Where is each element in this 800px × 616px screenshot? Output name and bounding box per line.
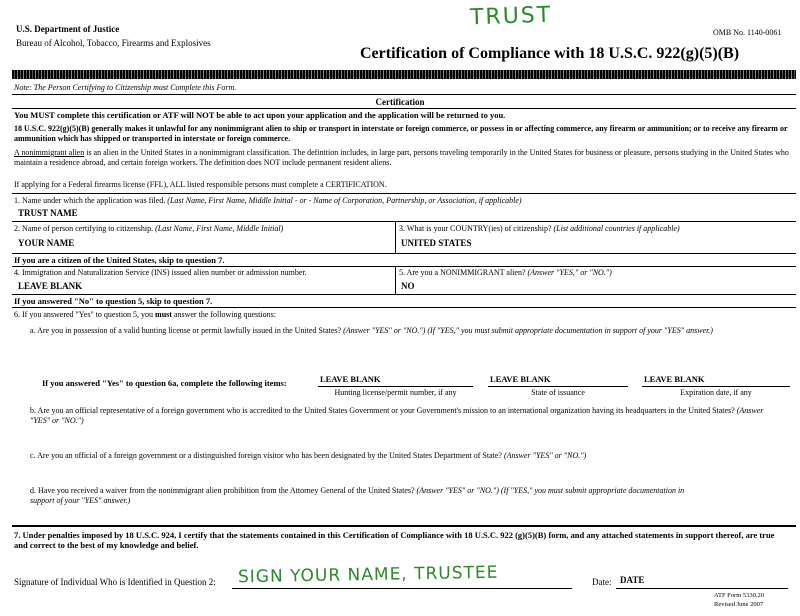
skip-to-7-b: If you answered "No" to question 5, skip to question 7. xyxy=(14,296,213,306)
divider xyxy=(12,94,796,95)
field-line xyxy=(488,386,628,387)
signature-label: Signature of Individual Who is Identified in Question 2: xyxy=(14,577,216,587)
q6b-text: b. Are you an official representative of a foreign government who is accredited to the United States Government or your Government's mission to an international organization having its headquarters in the United States? (Answer "YES" or "NO.") xyxy=(30,406,764,425)
divider xyxy=(12,253,796,254)
bureau-name: Bureau of Alcohol, Tobacco, Firearms and Explosives xyxy=(16,38,211,48)
ffl-text: If applying for a Federal firearms license (FFL), ALL listed responsible persons must complete a CERTIFICATION. xyxy=(14,180,387,189)
q6a-license-label: Hunting license/permit number, if any xyxy=(334,388,457,397)
field-line xyxy=(318,386,473,387)
date-label: Date: xyxy=(592,577,612,587)
header-bar xyxy=(12,70,796,79)
q4-value[interactable]: LEAVE BLANK xyxy=(18,281,83,291)
q6a-expiration-label: Expiration date, if any xyxy=(680,388,752,397)
q2-value[interactable]: YOUR NAME xyxy=(18,238,75,248)
must-complete-text: You MUST complete this certification or ATF will NOT be able to act upon your application and the application will be returned to you. xyxy=(14,110,506,120)
divider xyxy=(12,266,796,267)
omb-number: OMB No. 1140-0061 xyxy=(713,28,782,37)
definition-rest: is an alien in the United States in a nonimmigrant classification. The definition includes, in large part, persons traveling temporarily in the United States for business or pleasure, persons studying in the United States who maintain a residence abroad, and certain foreign workers. The definition does NOT include permanent resident aliens. xyxy=(14,148,789,167)
q6a-expiration-value[interactable]: LEAVE BLANK xyxy=(644,374,705,384)
signature-value[interactable]: SIGN YOUR NAME, TRUSTEE xyxy=(237,562,499,588)
handwritten-trust: TRUST xyxy=(469,2,553,31)
q3-label: 3. What is your COUNTRY(ies) of citizenship? (List additional countries if applicable) xyxy=(399,224,680,233)
q6a-text: a. Are you in possession of a valid hunting license or permit lawfully issued in the United States? (Answer "YES" or "NO.") (If "YES," you must submit appropriate documentation in support of your "YES" answer.) xyxy=(30,326,713,335)
q6a-state-value[interactable]: LEAVE BLANK xyxy=(490,374,551,384)
form-title: Certification of Compliance with 18 U.S.C. 922(g)(5)(B) xyxy=(360,45,740,62)
q3-value[interactable]: UNITED STATES xyxy=(401,238,472,248)
note: Note: The Person Certifying to Citizenship must Complete this Form. xyxy=(14,83,237,92)
column-divider xyxy=(395,221,396,253)
divider xyxy=(12,294,796,295)
q5-value[interactable]: NO xyxy=(401,281,415,291)
q1-value[interactable]: TRUST NAME xyxy=(18,208,78,218)
definition-term: A nonimmigrant alien xyxy=(14,148,85,157)
q4-label: 4. Immigration and Naturalization Service (INS) issued alien number or admission number. xyxy=(14,268,307,277)
q6d-text: d. Have you received a waiver from the nonimmigrant alien prohibition from the Attorney General of the United States? (Answer "YES" or "NO.") (If "YES," you must submit appropriate documentation in support of your "YES" answer.) xyxy=(30,486,685,505)
date-value[interactable]: DATE xyxy=(620,575,645,585)
q6a-state-label: State of issuance xyxy=(531,388,585,397)
definition-text xyxy=(14,148,790,168)
divider xyxy=(12,307,796,308)
divider xyxy=(12,221,796,222)
statute-text: 18 U.S.C. 922(g)(5)(B) generally makes it unlawful for any nonimmigrant alien to ship or transport in interstate or foreign commerce, or possess in or affecting commerce, any firearm or ammunition; or to receive any firearm or ammunition which has shipped or transported in interstate or foreign commerce. xyxy=(14,124,788,143)
q6a-license-value[interactable]: LEAVE BLANK xyxy=(320,374,381,384)
form-revision: Revised June 2007 xyxy=(714,601,764,608)
skip-to-7: If you are a citizen of the United States, skip to question 7. xyxy=(14,255,225,265)
q6-intro: 6. If you answered "Yes" to question 5, you must answer the following questions: xyxy=(14,310,276,319)
date-line xyxy=(616,588,788,589)
q6a-followup: If you answered "Yes" to question 6a, complete the following items: xyxy=(42,378,287,388)
q1-label: 1. Name under which the application was filed. (Last Name, First Name, Middle Initial - or - Name of Corporation, Partnership, or Association, if applicable) xyxy=(14,196,522,205)
form-number: ATF Form 5330.20 xyxy=(714,592,765,599)
column-divider xyxy=(395,266,396,294)
q5-label: 5. Are you a NONIMMIGRANT alien? (Answer "YES," or "NO.") xyxy=(399,268,612,277)
q7-text: 7. Under penalties imposed by 18 U.S.C. 924, I certify that the statements contained in this Certification of Compliance with 18 U.S.C. 922 (g)(5)(B) form, and any attached statements in support thereof, are true and correct to the best of my knowledge and belief. xyxy=(14,530,775,550)
field-line xyxy=(642,386,790,387)
department-name: U.S. Department of Justice xyxy=(16,24,120,34)
divider xyxy=(12,193,796,194)
divider xyxy=(12,108,796,109)
q6c-text: c. Are you an official of a foreign government or a distinguished foreign visitor who has been designated by the United States Department of State? (Answer "YES" or "NO.") xyxy=(30,451,587,460)
divider xyxy=(12,525,796,527)
q2-label: 2. Name of person certifying to citizenship. (Last Name, First Name, Middle Initial) xyxy=(14,224,284,233)
signature-line xyxy=(232,588,572,589)
certification-heading: Certification xyxy=(375,97,425,107)
